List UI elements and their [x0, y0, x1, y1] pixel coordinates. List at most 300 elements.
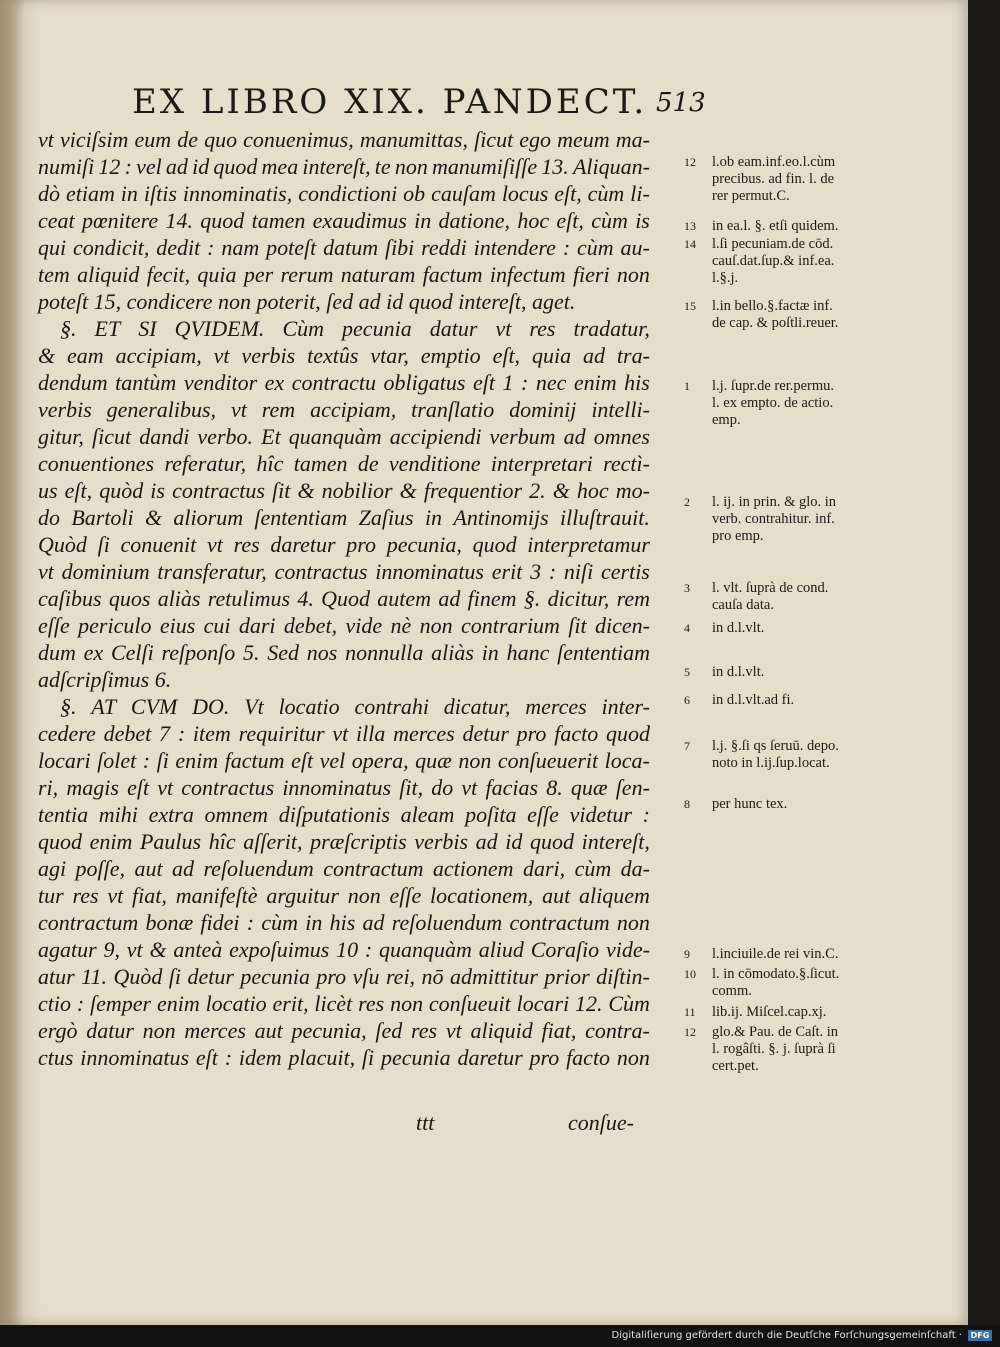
word: Cùm: [608, 991, 650, 1016]
note-number: 9: [684, 947, 690, 961]
word: merces: [184, 1018, 246, 1043]
word: contractum: [323, 856, 424, 881]
margin-note: 2 l. ij. in prin. & glo. in verb. contrahitur. inf. pro emp.: [684, 494, 837, 544]
word: vt: [213, 343, 230, 368]
note-number: 7: [684, 739, 690, 753]
word: facto: [554, 721, 599, 746]
word: intereſt,: [581, 829, 650, 854]
margin-note: 13 in ea.l. §. etſi quidem.: [684, 218, 839, 234]
word: pro: [316, 964, 347, 989]
word: 12: [98, 154, 121, 179]
word: innominatus: [282, 775, 392, 800]
word: omnes: [593, 424, 650, 449]
word: cui: [203, 613, 231, 638]
word: tamen: [251, 208, 306, 233]
word: quod: [530, 829, 575, 854]
word: eſſe: [527, 802, 559, 827]
word: accipiam,: [310, 397, 397, 422]
word: quod: [472, 532, 517, 557]
word: pro: [516, 721, 547, 746]
word: contractum: [509, 910, 610, 935]
note-number: 15: [684, 299, 696, 313]
word: locari: [516, 991, 570, 1016]
word: opera,: [351, 748, 409, 773]
word: non: [394, 154, 428, 179]
word: &: [144, 505, 163, 530]
word: hoc: [517, 208, 550, 233]
word: innominatus: [375, 559, 484, 584]
note-number: 11: [684, 1005, 696, 1019]
word: manumittas,: [359, 127, 468, 152]
word: nō: [421, 964, 444, 989]
word: vt: [38, 127, 54, 152]
word: certis: [600, 559, 650, 584]
word: conſueuerit: [497, 748, 599, 773]
word: eum: [134, 127, 172, 152]
word: Quod: [321, 586, 371, 611]
word: &: [149, 937, 167, 962]
text-line: [38, 585, 650, 612]
word: non: [458, 748, 492, 773]
word: cedere: [38, 721, 96, 746]
word: ſi: [168, 964, 181, 989]
word: tradatur,: [573, 316, 650, 341]
word: condictioni: [298, 181, 398, 206]
word: Cùm: [282, 316, 325, 341]
word: Zaſius: [358, 505, 414, 530]
margin-note: 9 l.inciuile.de rei vin.C.: [684, 946, 839, 962]
signature-mark: ttt: [416, 1110, 435, 1135]
word: quanquàm: [288, 424, 382, 449]
word: placuit,: [288, 1045, 356, 1070]
word: 15,: [93, 289, 127, 314]
word: id: [192, 154, 210, 179]
word: ſi: [97, 532, 110, 557]
word: præſcriptis: [310, 829, 407, 854]
word: cùm: [574, 856, 612, 881]
word: eſt,: [492, 343, 521, 368]
word: aliud: [478, 937, 524, 962]
note-number: 6: [684, 693, 690, 707]
catchword: conſue-: [568, 1110, 634, 1135]
word: pecunia,: [386, 532, 462, 557]
text-line: [38, 477, 650, 504]
word: non: [419, 613, 453, 638]
text-line: [38, 342, 650, 369]
word: Quòd: [38, 532, 87, 557]
word: 3: [530, 559, 542, 584]
word: conuenit: [120, 532, 197, 557]
word: nonnulla: [345, 640, 424, 665]
word: his: [329, 910, 356, 935]
word: aget.: [531, 289, 576, 314]
word: numiſi: [38, 154, 95, 179]
word: dandi: [139, 424, 190, 449]
word: generalibus,: [106, 397, 217, 422]
word: in: [424, 505, 443, 530]
text-line: [38, 882, 650, 909]
word: expoſuimus: [229, 937, 330, 962]
word: ad: [438, 586, 461, 611]
margin-note: 4 in d.l.vlt.: [684, 620, 765, 636]
note-number: 4: [684, 621, 690, 635]
margin-note: 1 l.j. ſupr.de rer.permu. l. ex empto. de actio. emp.: [684, 378, 835, 428]
word: adſcripſimus: [38, 667, 155, 692]
word: dò: [38, 181, 60, 206]
word: referatur,: [164, 451, 247, 476]
word: ſen-: [615, 775, 650, 800]
word: cùm: [261, 910, 298, 935]
word: autem: [377, 586, 432, 611]
word: per: [243, 262, 274, 287]
word: quòd: [99, 478, 144, 503]
word: atur: [38, 964, 75, 989]
text-line: [38, 828, 650, 855]
word: verbis: [414, 829, 469, 854]
word: in: [305, 910, 323, 935]
word: debet: [103, 721, 152, 746]
word: ſit: [272, 478, 291, 503]
word: agatur: [38, 937, 97, 962]
word: conſueuit: [428, 991, 511, 1016]
note-number: 10: [684, 967, 696, 981]
word: eſt,: [556, 208, 584, 233]
word: non: [616, 910, 650, 935]
word: in: [120, 181, 138, 206]
margin-note: 10 l. in cōmodato.§.ſicut. comm.: [684, 966, 840, 999]
word: licèt: [314, 991, 353, 1016]
word: anteà: [173, 937, 223, 962]
word: cùm: [587, 181, 625, 206]
word: quia: [531, 343, 572, 368]
word: quæ: [415, 748, 452, 773]
word: gitur,: [38, 424, 84, 449]
word: DO.: [192, 694, 230, 719]
word: quia: [197, 262, 237, 287]
word: conuentiones: [38, 451, 155, 476]
word: eſt: [472, 370, 495, 395]
word: omnem: [204, 802, 269, 827]
word: accipiam,: [115, 343, 202, 368]
word: vel: [319, 748, 346, 773]
word: obligatus: [383, 370, 466, 395]
text-line: [38, 639, 650, 666]
word: vtar,: [370, 343, 409, 368]
word: res: [72, 883, 99, 908]
word: ſed: [326, 289, 359, 314]
word: fiat,: [132, 883, 167, 908]
word: merces: [525, 694, 587, 719]
word: erit: [491, 559, 523, 584]
word: ego: [519, 127, 552, 152]
word: intelli-: [591, 397, 650, 422]
word: 2.: [529, 478, 546, 503]
text-line: [38, 207, 650, 234]
word: quod: [605, 721, 650, 746]
main-text-column: [38, 126, 840, 1074]
word: eſt: [291, 748, 314, 773]
word: rem: [616, 586, 650, 611]
word: reſoluendum: [203, 856, 314, 881]
word: daretur: [457, 1045, 523, 1070]
word: actionem: [432, 856, 514, 881]
word: ſibi: [384, 235, 415, 260]
word: quo: [204, 127, 238, 152]
word: &: [399, 478, 417, 503]
word: meum: [557, 127, 610, 152]
word: aleam: [400, 802, 455, 827]
text-line: [38, 963, 650, 990]
word: requiritur: [238, 721, 325, 746]
word: item: [192, 721, 231, 746]
word: tra-: [616, 343, 650, 368]
word: detur: [187, 964, 234, 989]
word: facto: [566, 1045, 611, 1070]
word: do: [431, 775, 454, 800]
word: enim: [156, 991, 200, 1016]
text-line: [38, 234, 650, 261]
word: ceat: [38, 208, 75, 233]
word: condicit,: [73, 235, 150, 260]
word: vel: [136, 154, 162, 179]
word: innominatis,: [182, 181, 293, 206]
word: pro: [346, 532, 377, 557]
word: ſi: [361, 1045, 375, 1070]
word: non: [616, 262, 650, 287]
word: ad: [563, 424, 586, 449]
word: locatio: [278, 694, 340, 719]
text-line: [38, 261, 650, 288]
word: Vt: [244, 694, 264, 719]
word: poſita: [465, 802, 517, 827]
word: vt: [445, 1018, 462, 1043]
word: 8.: [546, 775, 563, 800]
word: eius: [159, 613, 196, 638]
word: :: [246, 910, 255, 935]
word: ad: [358, 289, 387, 314]
text-line: [38, 288, 650, 315]
word: dedit: [156, 235, 201, 260]
word: eſt: [195, 1045, 218, 1070]
word: eſt,: [554, 181, 582, 206]
word: quanquàm: [379, 937, 472, 962]
margin-note: 12 glo.& Pau. de Caſt. in l. rogâſti. §. j. ſuprà ſi cert.pet.: [684, 1024, 839, 1074]
word: nobilior: [321, 478, 393, 503]
word: verbo.: [197, 424, 254, 449]
word: de: [177, 127, 198, 152]
text-line: [38, 909, 650, 936]
word: :: [548, 559, 557, 584]
word: 11.: [81, 964, 107, 989]
word: caſibus: [38, 586, 102, 611]
word: ſicut: [91, 424, 132, 449]
word: 7: [159, 721, 171, 746]
word: ſi: [156, 748, 169, 773]
funding-notice: Digitaliſierung gefördert durch die Deutſche Forſchungsgemeinſchaft ·: [611, 1330, 962, 1341]
word: condicere: [126, 289, 219, 314]
word: rei,: [385, 964, 416, 989]
word: hanc: [506, 640, 550, 665]
text-line: [38, 396, 650, 423]
word: locatio: [205, 991, 267, 1016]
word: locari: [38, 748, 91, 773]
word: contra-: [585, 1018, 650, 1043]
word: cùm: [577, 235, 614, 260]
word: inter-: [601, 694, 650, 719]
word: conuenimus,: [243, 127, 354, 152]
word: daretur: [270, 532, 336, 557]
note-number: 2: [684, 495, 690, 509]
word: non: [142, 1018, 176, 1043]
word: ad: [475, 829, 498, 854]
word: enim: [175, 748, 219, 773]
word: fecit,: [146, 262, 191, 287]
margin-note: 5 in d.l.vlt.: [684, 664, 765, 680]
margin-note: 11 lib.ij. Miſcel.cap.xj.: [684, 1004, 827, 1020]
word: res: [411, 1018, 438, 1043]
word: mihi: [98, 802, 138, 827]
word: pro: [529, 1045, 560, 1070]
word: &: [552, 478, 570, 503]
word: hîc: [256, 451, 284, 476]
word: illuſtrauit.: [560, 505, 650, 530]
word: quod: [213, 154, 258, 179]
word: intereſt,: [458, 289, 532, 314]
word: aſſerit,: [243, 829, 303, 854]
word: contrarium: [460, 613, 560, 638]
word: enim: [89, 829, 133, 854]
text-line: [38, 720, 650, 747]
word: textûs: [307, 343, 359, 368]
word: interpretari: [490, 451, 593, 476]
text-line: [38, 531, 650, 558]
word: §.: [60, 316, 77, 341]
word: ſemper: [90, 991, 152, 1016]
word: magis: [66, 775, 119, 800]
word: de: [357, 451, 379, 476]
word: tranſlatio: [411, 397, 495, 422]
word: 10: [336, 937, 359, 962]
word: transferatur,: [157, 559, 267, 584]
word: tentia: [38, 802, 89, 827]
word: da-: [620, 856, 650, 881]
word: ſed: [375, 1018, 403, 1043]
word: poſſe,: [75, 856, 126, 881]
word: vt: [207, 532, 223, 557]
word: res: [358, 991, 385, 1016]
word: tem: [38, 262, 70, 287]
word: extra: [148, 802, 194, 827]
word: interpretamur: [527, 532, 650, 557]
word: dari,: [522, 856, 566, 881]
word: dominium: [61, 559, 150, 584]
word: facias: [485, 775, 539, 800]
word: nos: [306, 640, 338, 665]
word: Quòd: [113, 964, 163, 989]
word: ad: [172, 856, 195, 881]
word: :: [207, 235, 215, 260]
word: contractu: [291, 370, 377, 395]
word: Coraſio: [530, 937, 600, 962]
word: vt: [495, 316, 512, 341]
word: ri,: [38, 775, 59, 800]
word: is: [150, 478, 165, 503]
word: us: [38, 478, 58, 503]
word: CVM: [130, 694, 178, 719]
word: datur: [86, 1018, 134, 1043]
word: his: [624, 370, 650, 395]
text-line: [38, 558, 650, 585]
word: nam: [221, 235, 260, 260]
word: contractus: [274, 559, 368, 584]
word: intereſt,: [302, 154, 371, 179]
word: exaudimus: [312, 208, 407, 233]
section-heading-line: [38, 693, 650, 720]
note-number: 8: [684, 797, 690, 811]
word: verbis: [38, 397, 92, 422]
word: factum: [224, 748, 285, 773]
word: reddi: [421, 235, 467, 260]
word: quos: [108, 586, 151, 611]
word: reſponſo: [161, 640, 236, 665]
word: frequentior: [423, 478, 523, 503]
word: vt: [107, 883, 124, 908]
note-number: 12: [684, 155, 696, 169]
margin-note: 14 l.ſi pecuniam.de cōd. cauſ.dat.ſup.& inf.ea. l.§.j.: [684, 236, 835, 286]
word: :: [124, 154, 132, 179]
word: quod: [200, 208, 245, 233]
word: vt: [38, 559, 54, 584]
word: Antinomijs: [453, 505, 549, 530]
word: illa: [356, 721, 386, 746]
word: ma-: [615, 127, 650, 152]
word: accipiendi: [389, 424, 482, 449]
word: Et: [261, 424, 281, 449]
word: agi: [38, 856, 67, 881]
word: eam: [67, 343, 104, 368]
word: ergò: [38, 1018, 78, 1043]
dfg-logo-icon: DFG: [968, 1330, 992, 1341]
word: vide: [345, 613, 383, 638]
word: mo-: [615, 478, 650, 503]
text-line: [38, 450, 650, 477]
word: ad: [583, 343, 605, 368]
word: mea: [261, 154, 299, 179]
word: manumiſiſſe: [432, 154, 538, 179]
margin-note: 3 l. vlt. ſuprà de cond. cauſa data.: [684, 580, 829, 613]
word: rerum: [280, 262, 334, 287]
word: aliquem: [579, 883, 650, 908]
word: aliquid: [470, 1018, 533, 1043]
note-number: 12: [684, 1025, 696, 1039]
word: locus: [501, 181, 549, 206]
word: dari: [238, 613, 276, 638]
word: datur: [429, 316, 478, 341]
word: Sed: [267, 640, 300, 665]
word: vt: [157, 775, 174, 800]
word: locationem,: [430, 883, 534, 908]
word: ctus: [38, 1045, 74, 1070]
word: venditor: [183, 370, 258, 395]
word: &: [38, 343, 56, 368]
text-line: [38, 180, 650, 207]
word: ſicut: [474, 127, 514, 152]
word: dicatur,: [443, 694, 511, 719]
word: erit,: [272, 991, 309, 1016]
text-line: [38, 774, 650, 801]
word: eſt,: [64, 478, 93, 503]
word: Aliquan-: [572, 154, 650, 179]
